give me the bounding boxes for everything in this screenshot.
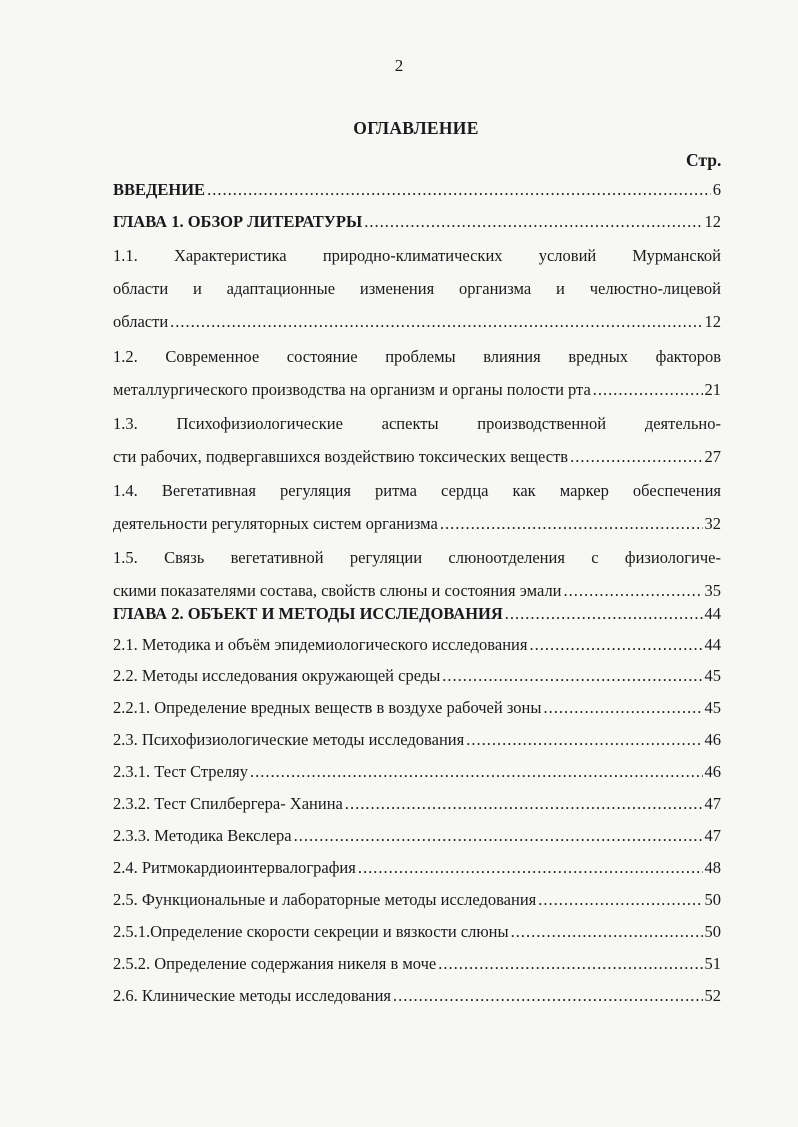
dot-leader <box>393 979 702 1012</box>
toc-page-number: 27 <box>704 447 721 466</box>
dot-leader <box>538 883 702 916</box>
toc-entry-last-line <box>113 507 721 540</box>
toc-entry[interactable] <box>113 239 721 338</box>
toc-page-number: 44 <box>704 635 721 654</box>
toc-page-number: 46 <box>704 730 721 749</box>
toc-entry[interactable] <box>113 723 721 756</box>
dot-leader <box>364 205 702 238</box>
dot-leader <box>442 659 702 692</box>
toc-entry-text: 2.5.1.Определение скорости секреции и вязкости слюны <box>113 922 509 941</box>
toc-entry-text: ГЛАВА 1. ОБЗОР ЛИТЕРАТУРЫ <box>113 212 363 231</box>
toc-page-number: 51 <box>704 954 721 973</box>
toc-page-number: 45 <box>704 666 721 685</box>
toc-entry[interactable] <box>113 407 721 473</box>
toc-entry-last-line <box>113 205 721 238</box>
toc-entry[interactable] <box>113 205 721 238</box>
toc-page-number: 52 <box>704 986 721 1005</box>
toc-entry[interactable] <box>113 691 721 724</box>
toc-page-number: 44 <box>704 604 721 623</box>
toc-entry-text: 2.5.2. Определение содержания никеля в моче <box>113 954 437 973</box>
toc-entry-text: 2.2.1. Определение вредных веществ в воздухе рабочей зоны <box>113 698 542 717</box>
toc-entry-text: 2.3. Психофизиологические методы исследования <box>113 730 465 749</box>
toc-entry-text: 2.3.2. Тест Спилбергера- Ханина <box>113 794 343 813</box>
dot-leader <box>170 305 702 338</box>
toc-page-number: 50 <box>704 922 721 941</box>
toc-entry-last-line <box>113 173 721 206</box>
toc-entry[interactable] <box>113 755 721 788</box>
toc-entry-last-line <box>113 883 721 916</box>
toc-entry[interactable] <box>113 819 721 852</box>
toc-entry-text: деятельности регуляторных систем организма <box>113 514 438 533</box>
toc-entry[interactable] <box>113 628 721 661</box>
toc-entry-last-line <box>113 851 721 884</box>
dot-leader <box>358 851 703 884</box>
toc-entry-last-line <box>113 659 721 692</box>
toc-entry-last-line <box>113 440 721 473</box>
toc-entry-last-line <box>113 915 721 948</box>
toc-page-number: 45 <box>704 698 721 717</box>
toc-entry-line: 1.2. Современное состояние проблемы влияния вредных факторов <box>113 347 721 366</box>
toc-entry-last-line <box>113 819 721 852</box>
toc-entry-text: 2.2. Методы исследования окружающей среды <box>113 666 441 685</box>
toc-page-number: 35 <box>704 581 721 600</box>
toc-entry-last-line <box>113 755 721 788</box>
toc-entry-text: ГЛАВА 2. ОБЪЕКТ И МЕТОДЫ ИССЛЕДОВАНИЯ <box>113 604 503 623</box>
toc-entry-last-line <box>113 628 721 661</box>
toc-entry-line: 1.1. Характеристика природно-климатических условий Мурманской <box>113 246 721 265</box>
dot-leader <box>440 507 703 540</box>
dot-leader <box>438 947 702 980</box>
toc-page-number: 6 <box>712 180 721 199</box>
toc-page-number: 47 <box>704 794 721 813</box>
toc-page-number: 32 <box>704 514 721 533</box>
toc-entry[interactable] <box>113 851 721 884</box>
toc-entry-text: 2.6. Клинические методы исследования <box>113 986 392 1005</box>
toc-page-number: 21 <box>704 380 721 399</box>
toc-entry[interactable] <box>113 787 721 820</box>
toc-entry[interactable] <box>113 915 721 948</box>
toc-page-number: 47 <box>704 826 721 845</box>
toc-entry-text: 2.5. Функциональные и лабораторные методы исследования <box>113 890 537 909</box>
toc-page-number: 12 <box>704 312 721 331</box>
toc-entry-last-line <box>113 305 721 338</box>
toc-entry-text: 2.3.3. Методика Векслера <box>113 826 292 845</box>
toc-entry[interactable] <box>113 173 721 206</box>
toc-page-number: 46 <box>704 762 721 781</box>
toc-entry-last-line <box>113 373 721 406</box>
toc-entry[interactable] <box>113 340 721 406</box>
toc-entry-last-line <box>113 691 721 724</box>
toc-entry-last-line <box>113 597 721 630</box>
toc-entry[interactable] <box>113 597 721 630</box>
toc-entry-line: области и адаптационные изменения организма и челюстно-лицевой <box>113 279 721 298</box>
toc-entry-line: 1.3. Психофизиологические аспекты производственной деятельно- <box>113 414 721 433</box>
dot-leader <box>207 173 711 206</box>
toc-entry[interactable] <box>113 659 721 692</box>
toc-entry-text: ВВЕДЕНИЕ <box>113 180 206 199</box>
page-column-label: Стр. <box>686 150 722 170</box>
page-number: 2 <box>394 56 404 75</box>
toc-entry-text: 2.1. Методика и объём эпидемиологического исследования <box>113 635 528 654</box>
toc-entry-text: 2.4. Ритмокардиоинтервалография <box>113 858 356 877</box>
toc-entry[interactable] <box>113 947 721 980</box>
dot-leader <box>294 819 703 852</box>
toc-page-number: 48 <box>704 858 721 877</box>
dot-leader <box>466 723 702 756</box>
toc-entry[interactable] <box>113 474 721 540</box>
toc-entry-last-line <box>113 787 721 820</box>
toc-page-number: 12 <box>704 212 721 231</box>
toc-entry-last-line <box>113 947 721 980</box>
dot-leader <box>543 691 702 724</box>
toc-entry[interactable] <box>113 979 721 1012</box>
toc-entry-line: 1.4. Вегетативная регуляция ритма сердца как маркер обеспечения <box>113 481 721 500</box>
toc-entry-last-line <box>113 979 721 1012</box>
dot-leader <box>593 373 703 406</box>
dot-leader <box>250 755 703 788</box>
toc-entry[interactable] <box>113 883 721 916</box>
dot-leader <box>511 915 703 948</box>
toc-entry-text: скими показателями состава, свойств слюны и состояния эмали <box>113 581 562 600</box>
dot-leader <box>570 440 702 473</box>
dot-leader <box>345 787 703 820</box>
dot-leader <box>505 597 703 630</box>
dot-leader <box>529 628 702 661</box>
toc-page-number: 50 <box>704 890 721 909</box>
toc-entry-text: металлургического производства на организм и органы полости рта <box>113 380 591 399</box>
toc-entry-text: сти рабочих, подвергавшихся воздействию токсических веществ <box>113 447 569 466</box>
toc-entry-text: 2.3.1. Тест Стреляу <box>113 762 248 781</box>
toc-title: ОГЛАВЛЕНИЕ <box>353 118 479 138</box>
toc-entry-line: 1.5. Связь вегетативной регуляции слюноотделения с физиологиче- <box>113 548 721 567</box>
toc-entry-last-line <box>113 723 721 756</box>
toc-entry-text: области <box>113 312 169 331</box>
